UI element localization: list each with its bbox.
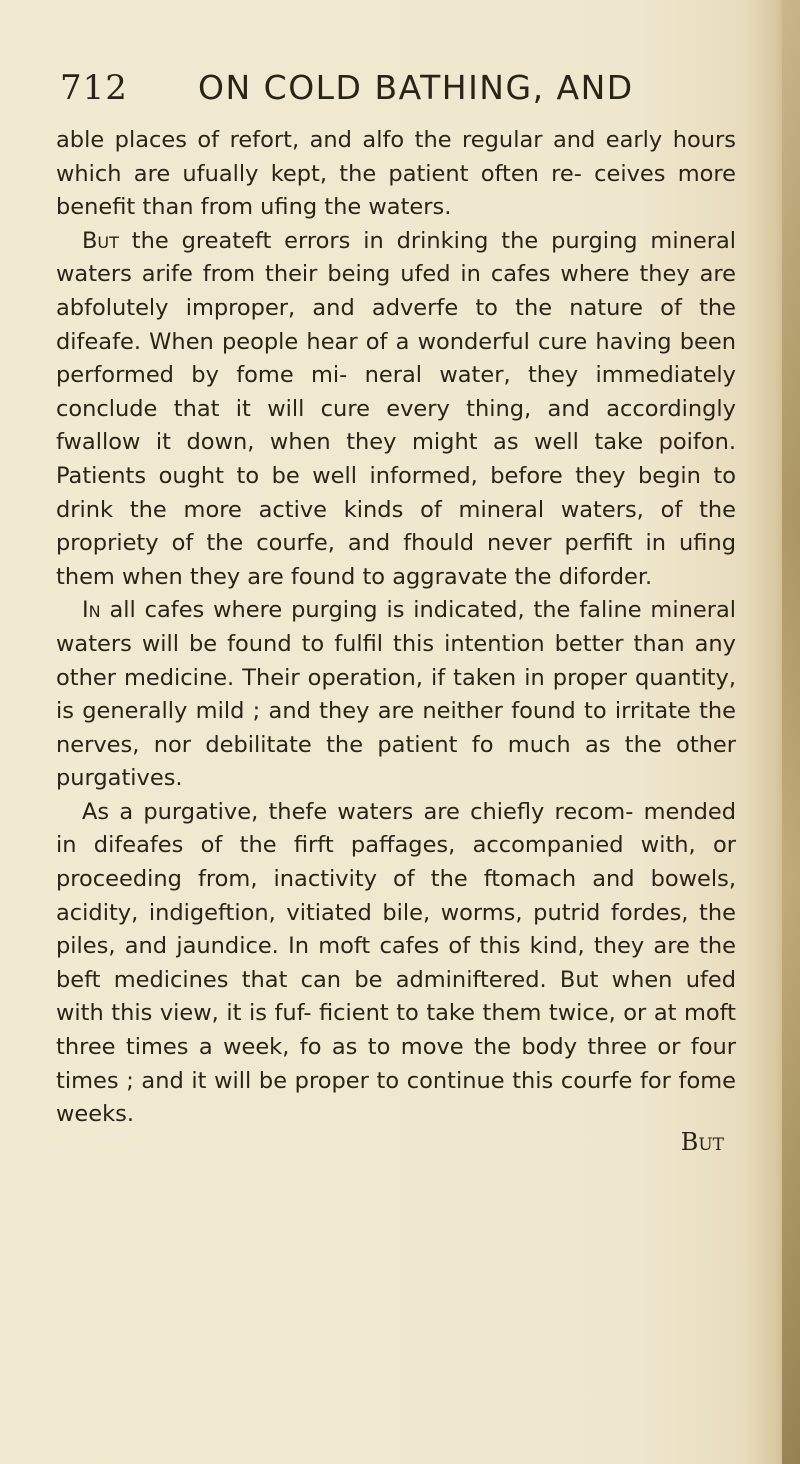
running-head: ON COLD BATHING, AND [198, 68, 634, 107]
page-number: 712 [60, 68, 128, 108]
paragraph-4-text: a purgative, thefe waters are chiefly recom- mended in difeafes of the firft paffages, accompanied with, or proceeding from, inactivity of the ftomach and bowels, acidity, indigeftion, vitiated bile, worms, putrid fordes, the piles, and jaundice. In moft cafes of this kind, they are the beft medicines that can be adminiftered. But when ufed with this view, it is fuf- ficient to take them twice, or at moft three times a week, fo as to move the body three or four times ; and it will be proper to continue this courfe for fome weeks. [56, 798, 736, 1128]
paragraph-3 [56, 594, 736, 796]
paragraph-4 [56, 796, 736, 1132]
paragraph-1 [56, 124, 736, 225]
paragraph-1-text: able places of refort, and alfo the regular and early hours which are ufually kept, the patient often re- ceives more benefit than from ufing the waters. [56, 127, 736, 221]
page-header [60, 58, 700, 114]
catchword: But [680, 1128, 724, 1156]
body-text [56, 124, 736, 1132]
paragraph-2-text: the greateft errors in drinking the purging mineral waters arife from their being ufed in cafes where they are abfolutely improper, and adverfe to the nature of the difeafe. When people hear of a wonderful cure having been performed by fome mi- neral water, they immediately conclude that it will cure every thing, and accordingly fwallow it down, when they might as well take poifon. Patients ought to be well informed, before they begin to drink the more active kinds of mineral waters, of the propriety of the courfe, and fhould never perfift in ufing them when they are found to aggravate the diforder. [56, 227, 736, 590]
paragraph-2-lead: But [82, 227, 119, 254]
page-edge-stain [782, 0, 800, 1464]
paragraph-2 [56, 225, 736, 595]
paragraph-3-lead: In [82, 597, 101, 624]
paragraph-3-text: all cafes where purging is indicated, the faline mineral waters will be found to fulfil this intention better than any other medicine. Their operation, if taken in proper quantity, is generally mild ; and they are neither found to irritate the nerves, nor debilitate the patient fo much as the other purgatives. [56, 597, 736, 792]
paragraph-4-lead: As [82, 798, 110, 825]
